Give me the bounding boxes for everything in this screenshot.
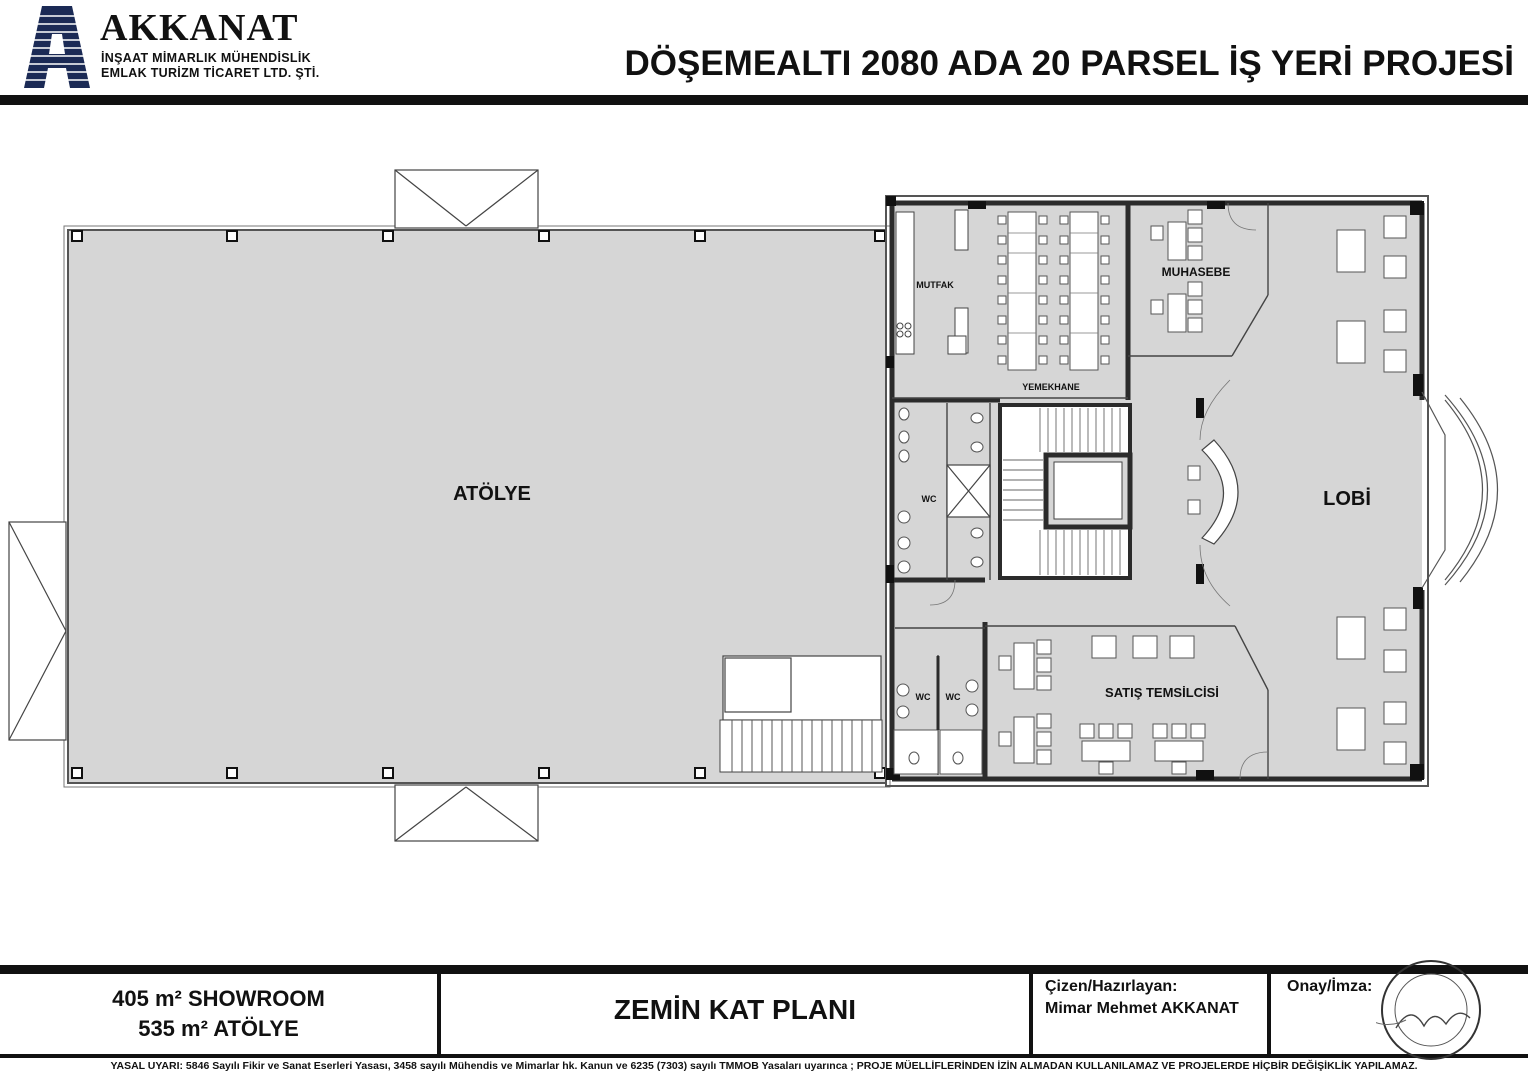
room-label-wc-main: WC [921, 494, 937, 504]
floor-plan [0, 105, 1528, 965]
legal-notice: YASAL UYARI: 5846 Sayılı Fikir ve Sanat Eserleri Yasası, 3458 sayılı Mühendis ve Mimarlar hk. Kanun ve 6235 (7303) sayılı TMMOB Yasaları uyarınca ; PROJE MÜELLİFLERİNDEN İZİN ALMADAN KULLANILAMAZ VE PROJELERDE HİÇBİR DEĞİŞİKLİK YAPILAMAZ. [110, 1060, 1418, 1072]
header-divider [0, 95, 1528, 105]
company-name: AKKANAT [100, 7, 299, 49]
architect-stamp [1376, 958, 1486, 1062]
area-showroom: 405 m² SHOWROOM [112, 986, 325, 1011]
elevator [947, 465, 990, 517]
project-title: DÖŞEMEALTI 2080 ADA 20 PARSEL İŞ YERİ PROJESİ [624, 44, 1514, 83]
stair-core [1000, 405, 1130, 578]
area-atolye: 535 m² ATÖLYE [138, 1016, 299, 1041]
sheet-title-cell [441, 974, 1033, 1054]
room-label-satis: SATIŞ TEMSİLCİSİ [1105, 685, 1219, 700]
company-logo [22, 4, 92, 90]
author-label: Çizen/Hazırlayan: [1045, 978, 1178, 995]
room-label-muhasebe: MUHASEBE [1161, 265, 1231, 279]
author-name: Mimar Mehmet AKKANAT [1045, 1000, 1239, 1017]
signature-label: Onay/İmza: [1287, 978, 1373, 995]
canopy-left [9, 522, 66, 740]
room-label-lobi: LOBİ [1323, 488, 1371, 510]
sheet-title: ZEMİN KAT PLANI [613, 994, 857, 1025]
title-block-footer [0, 974, 1528, 1058]
title-block-header [0, 0, 1528, 104]
room-label-atolye: ATÖLYE [453, 483, 531, 505]
lobby-bay-window [1422, 392, 1498, 588]
area-summary-cell [0, 974, 441, 1054]
canopy-top [395, 170, 538, 228]
company-subtitle-2: EMLAK TURİZM TİCARET LTD. ŞTİ. [101, 66, 320, 80]
company-subtitle-1: İNŞAAT MİMARLIK MÜHENDİSLİK [101, 51, 311, 65]
room-label-wc-left: WC [915, 692, 931, 702]
room-label-mutfak: MUTFAK [916, 280, 954, 290]
room-label-wc-right: WC [945, 692, 961, 702]
footer-divider [0, 965, 1528, 974]
room-label-yemekhane: YEMEKHANE [1022, 382, 1080, 392]
canopy-bottom [395, 785, 538, 841]
author-cell [1033, 974, 1271, 1054]
workshop-stair [720, 656, 882, 772]
